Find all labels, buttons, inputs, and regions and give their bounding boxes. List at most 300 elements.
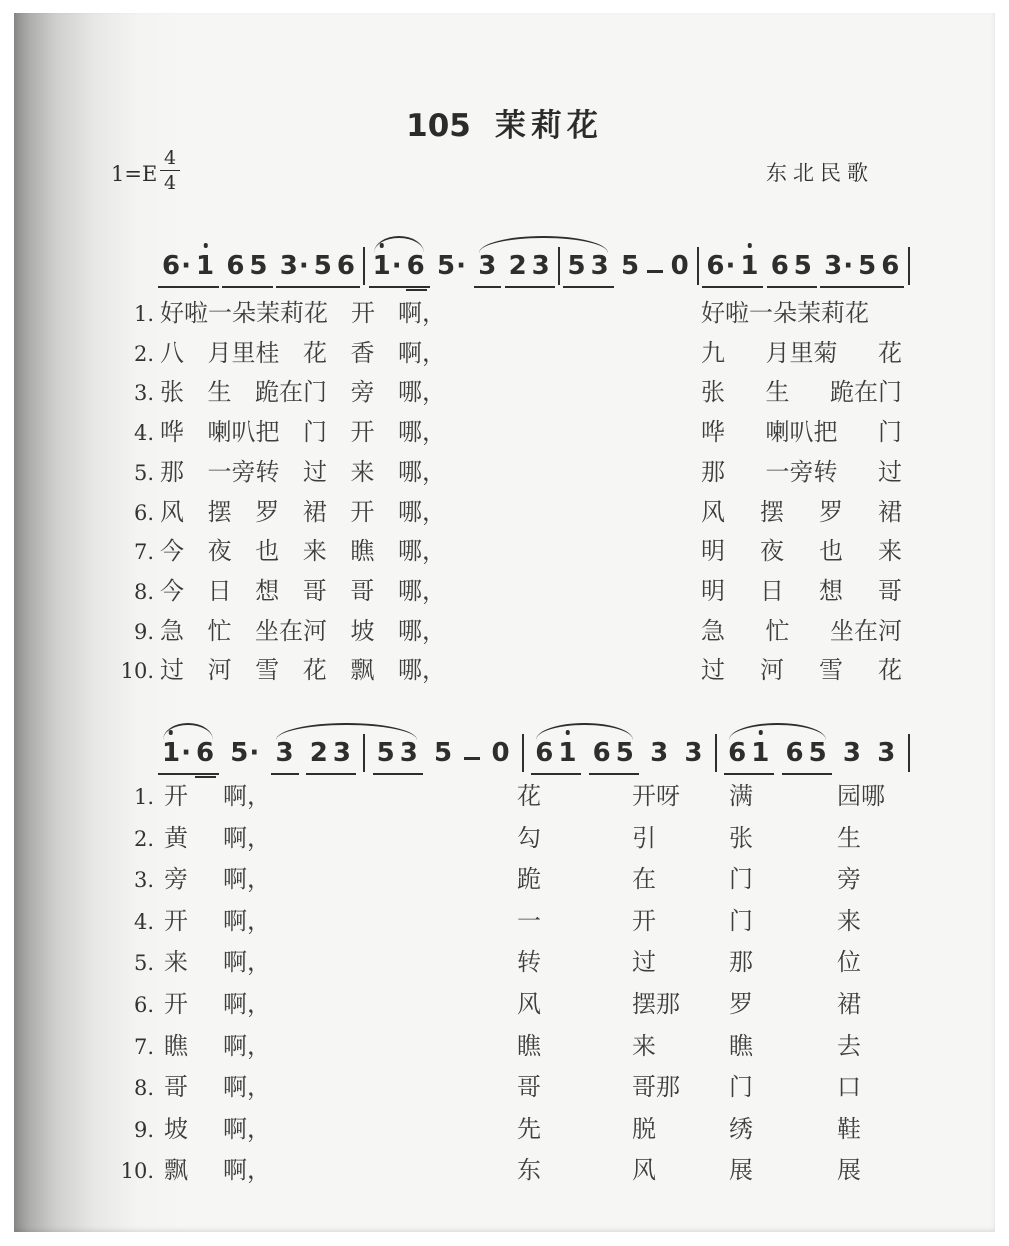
lyrics-left-segment: [160, 417, 446, 449]
duration-dash: [464, 757, 480, 760]
lyric-text: 哥: [302, 578, 327, 605]
jianpu-note: 6·: [162, 251, 192, 282]
jianpu-note: 6: [770, 251, 790, 282]
beam-group: [369, 252, 430, 288]
lyric-text: 好啦一朵茉莉花: [701, 301, 869, 327]
lyric-text: 张: [160, 380, 184, 407]
lyric-text: 来: [878, 539, 902, 566]
lyric-text: 脱: [632, 1116, 656, 1143]
lyric-text: 开: [164, 908, 188, 935]
jianpu-note: 5: [808, 738, 828, 769]
lyric-text: 忙: [765, 618, 790, 645]
jianpu-note: 6: [535, 738, 555, 769]
lyric-text: 位: [837, 950, 861, 977]
lyric-text: 开: [350, 420, 375, 447]
lyric-text: 旁: [350, 380, 375, 407]
lyric-text: 瞧: [517, 1033, 541, 1060]
jianpu-note: 3: [332, 738, 352, 769]
lyric-text: 急: [160, 618, 184, 645]
jianpu-note: 6: [728, 738, 748, 769]
jianpu-note: 5: [434, 738, 454, 769]
lyric-text: 开: [164, 992, 188, 1018]
lyric-text: 啊，: [223, 908, 271, 935]
note-group: [617, 252, 644, 288]
lyric-text: 来: [350, 459, 375, 486]
lyric-text: 飘: [164, 1158, 188, 1185]
verse-number: 10.: [120, 659, 154, 684]
beam-group: [531, 739, 581, 775]
lyric-text: 开: [164, 784, 188, 810]
lyrics-left-segment: [160, 655, 446, 687]
lyric-text: 哪，: [398, 420, 446, 447]
jianpu-note: 6: [406, 251, 426, 282]
jianpu-note: 5: [615, 738, 635, 769]
lyric-text: 花: [303, 340, 327, 367]
lyric-text: 花: [878, 658, 902, 685]
lyric-text: 哗: [701, 420, 725, 447]
jianpu-note: 5: [793, 251, 813, 282]
lyrics-left-segment: [160, 576, 446, 608]
barline: [908, 247, 910, 285]
lyric-text: 花: [517, 784, 541, 810]
beam-group: [158, 739, 219, 775]
lyric-text: 哪，: [398, 459, 446, 486]
duration-dash: [647, 270, 663, 273]
verse-number: 3.: [133, 381, 154, 406]
beam-group: [306, 739, 356, 775]
lyric-text: 张: [729, 825, 753, 852]
verse2-row: [0, 947, 1009, 987]
verse-number: 5.: [133, 951, 154, 976]
verse-number: 8.: [133, 579, 154, 604]
lyric-text: 坐在河: [255, 618, 327, 645]
lyric-text: 来: [302, 539, 327, 566]
lyric-text: 啊，: [223, 1158, 271, 1185]
jianpu-note: 5: [249, 251, 269, 282]
lyric-text: 哥: [878, 578, 902, 605]
lyric-text: 去: [837, 1033, 861, 1060]
lyric-text: 好啦一朵茉莉花: [160, 301, 328, 327]
lyric-text: 想: [819, 578, 843, 605]
jianpu-note: 5·: [436, 251, 467, 282]
lyric-text: 日: [760, 578, 784, 605]
lyric-text: 跪: [517, 867, 541, 894]
lyrics-left-segment: [160, 338, 446, 370]
lyric-text: 啊，: [223, 867, 271, 894]
lyric-text: 一: [517, 908, 541, 935]
lyric-text: 东: [517, 1158, 541, 1185]
beam-group: [767, 252, 817, 288]
lyrics-left-segment: [160, 377, 446, 409]
jianpu-note: 3: [478, 251, 498, 282]
lyric-text: 开: [350, 499, 375, 526]
verse-number: 3.: [133, 868, 154, 893]
lyric-text: 那: [701, 459, 725, 486]
verse2-row: [0, 781, 1009, 821]
verse1-row: [0, 616, 1009, 656]
verse2-row: [0, 1031, 1009, 1071]
verse-number: 2.: [133, 826, 154, 851]
lyric-text: 也: [255, 539, 280, 566]
slur-arc: [276, 723, 416, 740]
lyric-text: 啊，: [398, 301, 446, 327]
lyric-text: 瞧: [164, 1033, 188, 1060]
jianpu-note: 1: [196, 252, 215, 281]
lyric-text: 门: [729, 867, 753, 894]
beam-group: [724, 739, 774, 775]
beam-group: [271, 739, 298, 775]
lyric-text: 花: [878, 340, 902, 367]
verse1-row: [0, 536, 1009, 576]
beam-group: [222, 252, 272, 288]
jianpu-note: 3: [399, 738, 419, 769]
jianpu-note: 2: [508, 251, 528, 282]
note-group: [667, 252, 694, 288]
verse-number: 2.: [133, 341, 154, 366]
lyric-text: 哥: [164, 1075, 188, 1102]
lyrics-right-segment: [701, 298, 902, 330]
octave-dot: [203, 243, 208, 248]
lyric-text: 瞧: [729, 1033, 753, 1060]
lyric-text: 花: [302, 658, 327, 685]
lyrics-left-segment: [160, 497, 446, 529]
note-group: [430, 739, 457, 775]
verse-number: 6.: [133, 500, 154, 525]
jianpu-note: 5: [313, 251, 333, 282]
lyric-text: 啊，: [223, 950, 271, 977]
lyric-text: 过: [303, 459, 327, 486]
lyric-text: 转: [517, 950, 541, 977]
verse1-row: [0, 338, 1009, 378]
jianpu-note: 0: [491, 738, 511, 769]
note-group: [226, 739, 264, 775]
beam-group: [563, 252, 613, 288]
beam-group: [276, 252, 360, 288]
note-group: [646, 739, 673, 775]
jianpu-note: 3: [531, 251, 551, 282]
jianpu-note: 6: [785, 738, 805, 769]
verse-number: 8.: [133, 1076, 154, 1101]
lyric-text: 啊，: [223, 1075, 271, 1102]
verse-number: 6.: [133, 993, 154, 1017]
time-signature: [160, 147, 180, 195]
barline: [908, 734, 910, 772]
jianpu-note: 1: [740, 252, 759, 281]
lyric-text: 来: [164, 950, 188, 977]
beam-group: [158, 252, 219, 288]
verse2-row: [0, 1072, 1009, 1112]
lyrics-right-segment: [701, 338, 902, 370]
lyric-text: 旁: [164, 867, 188, 894]
lyric-text: 哪，: [397, 499, 446, 526]
lyric-text: 雪: [255, 658, 280, 685]
verse2-row: [0, 864, 1009, 904]
lyrics-right-segment: [701, 417, 902, 449]
jianpu-note: 0: [670, 251, 690, 282]
verse-number: 9.: [133, 619, 154, 644]
verse2-row: [0, 906, 1009, 946]
lyric-text: 哪，: [397, 539, 446, 566]
lyric-text: 一旁转: [207, 459, 280, 486]
barline: [363, 247, 365, 285]
slur-arc: [374, 236, 424, 253]
lyric-text: 张: [701, 380, 725, 407]
verse2-row: [0, 1155, 1009, 1195]
jianpu-note: 6·: [706, 251, 737, 282]
jianpu-note: 6: [195, 738, 216, 769]
jianpu-note: 3: [590, 251, 610, 282]
jianpu-note: 5: [858, 251, 878, 282]
barline: [522, 734, 524, 772]
lyric-text: 今: [160, 578, 184, 605]
lyric-text: 跪在门: [830, 380, 902, 407]
lyric-text: 哗: [160, 420, 184, 447]
verse-number: 10.: [120, 1159, 154, 1184]
note-group: [839, 739, 866, 775]
lyric-text: 生: [207, 380, 232, 407]
verse2-row: [0, 1114, 1009, 1154]
lyric-text: 满: [729, 784, 753, 810]
lyrics-left-segment: [160, 536, 446, 568]
lyric-text: 开呀: [632, 784, 680, 810]
jianpu-note: 5: [376, 738, 396, 769]
jianpu-note: 6: [336, 251, 356, 282]
barline: [715, 734, 717, 772]
lyric-text: 忙: [207, 618, 232, 645]
lyric-text: 坡: [164, 1116, 188, 1143]
lyric-text: 生: [765, 380, 790, 407]
verse-number: 1.: [133, 302, 154, 326]
lyric-text: 黄: [164, 825, 188, 852]
lyric-text: 明: [701, 578, 725, 605]
lyric-text: 裙: [302, 499, 327, 526]
jianpu-note: 5: [567, 251, 587, 282]
page-title: [0, 100, 1009, 145]
lyric-text: 河: [760, 658, 784, 685]
verse1-row: [0, 576, 1009, 616]
lyric-text: 八: [160, 340, 184, 367]
note-group: [873, 739, 900, 775]
jianpu-note: 5: [620, 251, 641, 282]
lyric-text: 啊，: [223, 1116, 271, 1143]
jianpu-note: 1·: [162, 739, 192, 768]
lyric-text: 哪，: [397, 658, 446, 685]
lyric-text: 九: [701, 340, 725, 367]
jianpu-note: 3·: [279, 251, 310, 282]
lyric-text: 月里菊: [765, 340, 838, 367]
music-line-1: [158, 212, 910, 288]
jianpu-note: 3: [275, 738, 295, 769]
lyric-text: 那: [160, 459, 184, 486]
lyric-text: 那: [729, 950, 753, 977]
beam-group: [589, 739, 639, 775]
lyric-text: 门: [878, 420, 902, 447]
lyric-text: 展: [837, 1158, 861, 1185]
lyric-text: 哥: [517, 1075, 541, 1102]
lyric-text: 风: [517, 992, 541, 1018]
jianpu-note: 3: [650, 738, 670, 769]
verse-number: 9.: [133, 1117, 154, 1142]
beam-group: [782, 739, 832, 775]
lyrics-right-segment: [701, 377, 902, 409]
jianpu-note: 3: [877, 738, 897, 769]
jianpu-note: 6: [881, 251, 901, 282]
beam-group: [474, 252, 501, 288]
lyric-text: 风: [160, 499, 184, 526]
jianpu-note: 6: [592, 738, 612, 769]
lyric-text: 开: [632, 908, 656, 935]
beam-group: [373, 739, 423, 775]
slur-arc: [479, 236, 607, 253]
verse1-row: [0, 497, 1009, 537]
lyric-text: 香: [350, 340, 375, 367]
verse-number: 1.: [133, 785, 154, 809]
lyric-text: 日: [207, 578, 232, 605]
lyric-text: 鞋: [837, 1116, 861, 1143]
lyric-text: 摆: [207, 499, 232, 526]
lyric-text: 引: [632, 825, 656, 852]
lyric-text: 先: [517, 1116, 541, 1143]
lyrics-right-segment: [701, 616, 902, 648]
lyric-text: 明: [701, 539, 725, 566]
verse-number: 4.: [133, 421, 154, 446]
verse-number: 7.: [133, 540, 154, 565]
lyric-text: 裙: [878, 499, 902, 526]
jianpu-note: 6: [226, 251, 246, 282]
time-signature-denominator: 4: [164, 172, 177, 195]
slur-arc: [536, 723, 633, 740]
lyric-text: 飘: [350, 658, 375, 685]
jianpu-note: 1: [558, 739, 577, 768]
lyric-text: 坡: [350, 618, 375, 645]
verse1-row: [0, 377, 1009, 417]
lyric-text: 门: [729, 1075, 753, 1102]
attribution: 东北民歌: [766, 161, 874, 185]
lyrics-right-segment: [701, 655, 902, 687]
verse1-row: [0, 655, 1009, 695]
lyric-text: 夜: [760, 539, 784, 566]
lyric-text: 哥: [350, 578, 375, 605]
octave-dot: [748, 243, 753, 248]
slur-arc: [163, 723, 213, 740]
lyric-text: 一旁转: [765, 459, 838, 486]
lyric-text: 摆那: [632, 992, 680, 1018]
music-line-2: [158, 699, 910, 775]
verse1-row: [0, 417, 1009, 457]
song-title: 茉莉花: [494, 108, 603, 144]
lyric-text: 绣: [729, 1116, 753, 1143]
lyric-text: 风: [701, 499, 725, 526]
jianpu-note: 2: [309, 738, 329, 769]
note-group: [433, 252, 471, 288]
lyric-text: 啊，: [223, 1033, 271, 1060]
lyric-text: 展: [729, 1158, 753, 1185]
barline: [697, 247, 699, 285]
lyric-text: 月里桂: [207, 340, 280, 367]
lyrics-left-segment: [160, 457, 446, 489]
beam-group: [505, 252, 555, 288]
lyric-text: 来: [632, 1033, 656, 1060]
jianpu-note: 1: [751, 739, 770, 768]
lyric-text: 风: [632, 1158, 656, 1185]
lyric-text: 喇叭把: [765, 420, 838, 447]
lyric-text: 罗: [729, 992, 753, 1018]
verse1-row: [0, 457, 1009, 497]
key-signature: 1=E: [111, 162, 158, 186]
lyric-text: 开: [351, 301, 375, 327]
lyric-text: 口: [837, 1075, 861, 1102]
lyric-text: 啊，: [223, 784, 271, 810]
lyric-text: 过: [878, 459, 902, 486]
lyric-text: 啊，: [223, 992, 271, 1018]
jianpu-note: 3: [842, 738, 862, 769]
lyric-text: 哪，: [398, 618, 446, 645]
verse2-row: [0, 823, 1009, 863]
lyric-text: 坐在河: [830, 618, 902, 645]
lyric-text: 勾: [517, 825, 541, 852]
lyrics-left-segment: [160, 298, 446, 330]
lyrics-right-segment: [701, 536, 902, 568]
lyrics-left-segment: [160, 616, 446, 648]
verse-number: 5.: [133, 460, 154, 485]
lyrics-right-segment: [701, 457, 902, 489]
beam-group: [702, 252, 763, 288]
lyric-text: 喇叭把: [207, 420, 280, 447]
lyric-text: 摆: [760, 499, 784, 526]
song-number: 105: [406, 108, 471, 144]
lyric-text: 过: [160, 658, 184, 685]
lyric-text: 来: [837, 908, 861, 935]
beam-group: [820, 252, 904, 288]
lyric-text: 哪，: [397, 578, 446, 605]
lyric-text: 哪，: [398, 380, 446, 407]
lyric-text: 哥那: [632, 1075, 680, 1102]
lyric-text: 裙: [837, 992, 861, 1018]
lyric-text: 雪: [819, 658, 843, 685]
lyric-text: 啊，: [398, 340, 446, 367]
lyric-text: 门: [729, 908, 753, 935]
verse1-row: [0, 298, 1009, 338]
lyric-text: 在: [632, 867, 656, 894]
lyric-text: 也: [819, 539, 843, 566]
lyric-text: 旁: [837, 867, 861, 894]
lyric-text: 急: [701, 618, 725, 645]
lyric-text: 想: [255, 578, 280, 605]
note-group: [680, 739, 707, 775]
lyric-text: 跪在门: [255, 380, 327, 407]
verse2-row: [0, 989, 1009, 1029]
verse-number: 7.: [133, 1034, 154, 1059]
jianpu-note: 5·: [230, 738, 261, 769]
lyric-text: 夜: [207, 539, 232, 566]
jianpu-note: 3: [684, 738, 704, 769]
lyric-text: 生: [837, 825, 861, 852]
note-group: [488, 739, 515, 775]
lyric-text: 园哪: [837, 784, 885, 810]
lyric-text: 啊，: [223, 825, 271, 852]
jianpu-note: 1·: [373, 252, 403, 281]
slur-arc: [729, 723, 826, 740]
jianpu-note: 3·: [824, 251, 855, 282]
time-signature-numerator: 4: [160, 147, 180, 171]
verse-number: 4.: [133, 909, 154, 934]
lyric-text: 罗: [255, 499, 280, 526]
lyrics-right-segment: [701, 497, 902, 529]
lyric-text: 罗: [819, 499, 843, 526]
lyric-text: 河: [207, 658, 232, 685]
lyrics-right-segment: [701, 576, 902, 608]
lyric-text: 今: [160, 539, 184, 566]
